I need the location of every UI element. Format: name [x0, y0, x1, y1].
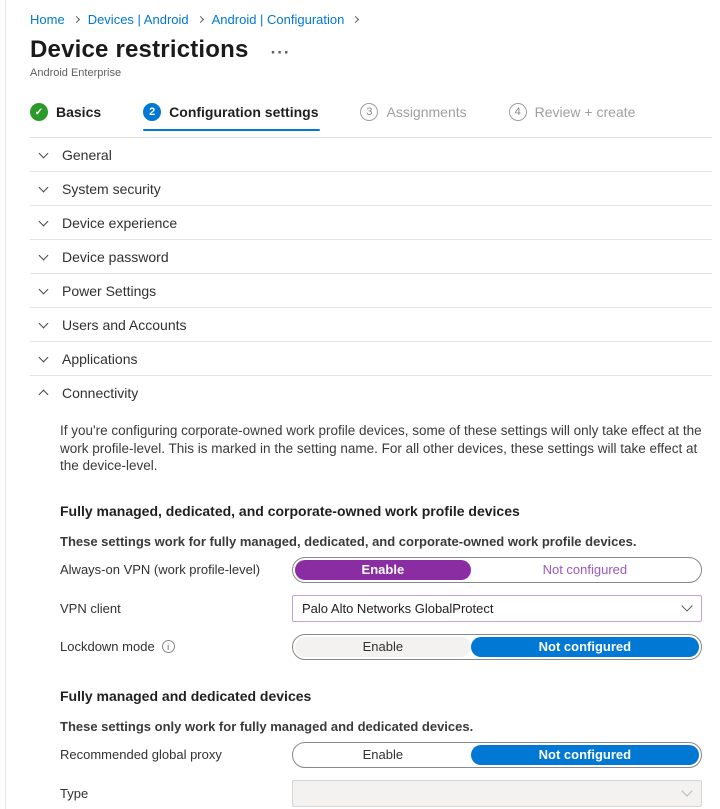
- connectivity-intro-text: If you're configuring corporate-owned work profile devices, some of these settings will only take effect at the work profile-level. This is marked in the setting name. For all other devices, these settings will take effect at the device-level.: [60, 423, 702, 473]
- section-label: Users and Accounts: [62, 316, 187, 333]
- breadcrumb: [30, 10, 712, 28]
- step-number-badge: 3: [360, 103, 378, 121]
- recommended-global-proxy-toggle[interactable]: [292, 742, 702, 768]
- toggle-option-not-configured[interactable]: Not configured: [471, 637, 699, 657]
- setting-row-lockdown-mode: [60, 634, 702, 660]
- chevron-right-icon: [73, 15, 80, 22]
- tab-basics[interactable]: [30, 103, 101, 121]
- breadcrumb-link-home[interactable]: Home: [30, 11, 65, 27]
- toggle-option-enable[interactable]: Enable: [362, 747, 404, 762]
- chevron-up-icon: [39, 390, 49, 400]
- chevron-down-icon: [681, 600, 692, 611]
- group-description: These settings work for fully managed, dedicated, and corporate-owned work profile devices.: [60, 533, 637, 549]
- tab-label: Configuration settings: [169, 104, 319, 120]
- toggle-option-not-configured[interactable]: Not configured: [542, 562, 628, 577]
- toggle-option-enable[interactable]: Enable: [295, 637, 471, 657]
- wizard-steps: [30, 103, 712, 121]
- section-label: General: [62, 146, 112, 163]
- section-label: Device password: [62, 248, 169, 265]
- group-heading-fully-managed: Fully managed and dedicated devices: [60, 687, 312, 704]
- chevron-down-icon: [39, 352, 49, 362]
- section-label: Connectivity: [62, 385, 139, 401]
- chevron-down-icon: [681, 785, 692, 796]
- always-on-vpn-toggle[interactable]: [292, 557, 702, 583]
- setting-row-type: [60, 780, 702, 807]
- setting-label: Recommended global proxy: [60, 747, 222, 762]
- chevron-down-icon: [39, 148, 49, 158]
- tab-label: Review + create: [534, 104, 636, 120]
- breadcrumb-link-devices-android[interactable]: Devices | Android: [87, 11, 189, 27]
- chevron-down-icon: [39, 216, 49, 226]
- setting-label: VPN client: [60, 600, 121, 616]
- setting-label: Always-on VPN (work profile-level): [60, 562, 261, 577]
- type-dropdown: [292, 780, 702, 807]
- group-description: These settings only work for fully managed and dedicated devices.: [60, 718, 474, 734]
- setting-row-vpn-client: [60, 595, 702, 622]
- setting-row-always-on-vpn: [60, 557, 702, 583]
- page-title: Device restrictions: [30, 36, 249, 63]
- chevron-down-icon: [39, 284, 49, 294]
- chevron-down-icon: [39, 250, 49, 260]
- tab-label: Basics: [56, 104, 102, 120]
- connectivity-section-body: [30, 422, 712, 807]
- group-heading-work-profile: Fully managed, dedicated, and corporate-owned work profile devices: [60, 502, 520, 519]
- section-row-applications[interactable]: [30, 342, 712, 376]
- toggle-option-enable[interactable]: Enable: [295, 560, 471, 580]
- header: [30, 36, 712, 64]
- chevron-right-icon: [352, 15, 359, 22]
- page-subtitle: Android Enterprise: [30, 67, 122, 79]
- section-row-device-experience[interactable]: [30, 206, 712, 240]
- section-label: Power Settings: [62, 282, 157, 299]
- tab-label: Assignments: [386, 104, 467, 120]
- section-label: Device experience: [62, 214, 178, 231]
- section-row-power-settings[interactable]: [30, 274, 712, 308]
- chevron-right-icon: [197, 15, 204, 22]
- section-label: System security: [62, 180, 161, 197]
- setting-label: Lockdown mode i: [60, 639, 292, 654]
- tab-assignments[interactable]: [360, 103, 466, 121]
- setting-row-recommended-global-proxy: [60, 742, 702, 768]
- more-options-button[interactable]: ···: [270, 43, 291, 62]
- setting-label: Type: [60, 785, 89, 801]
- chevron-down-icon: [39, 318, 49, 328]
- section-row-device-password[interactable]: [30, 240, 712, 274]
- lockdown-mode-toggle[interactable]: [292, 634, 702, 660]
- tab-configuration-settings[interactable]: [143, 103, 318, 121]
- step-number-badge: 2: [143, 103, 161, 121]
- breadcrumb-link-android-configuration[interactable]: Android | Configuration: [211, 11, 345, 27]
- dropdown-value: Palo Alto Networks GlobalProtect: [302, 600, 494, 616]
- info-icon[interactable]: i: [162, 640, 175, 653]
- step-number-badge: 4: [509, 103, 527, 121]
- section-row-general[interactable]: [30, 138, 712, 172]
- section-row-users-and-accounts[interactable]: [30, 308, 712, 342]
- section-row-system-security[interactable]: [30, 172, 712, 206]
- section-row-connectivity[interactable]: [30, 376, 712, 410]
- chevron-down-icon: [39, 182, 49, 192]
- section-label: Applications: [62, 350, 138, 367]
- toggle-option-not-configured[interactable]: Not configured: [471, 745, 699, 765]
- vpn-client-dropdown[interactable]: [292, 595, 702, 622]
- check-icon: ✓: [30, 103, 48, 121]
- tab-review-create[interactable]: [509, 103, 636, 121]
